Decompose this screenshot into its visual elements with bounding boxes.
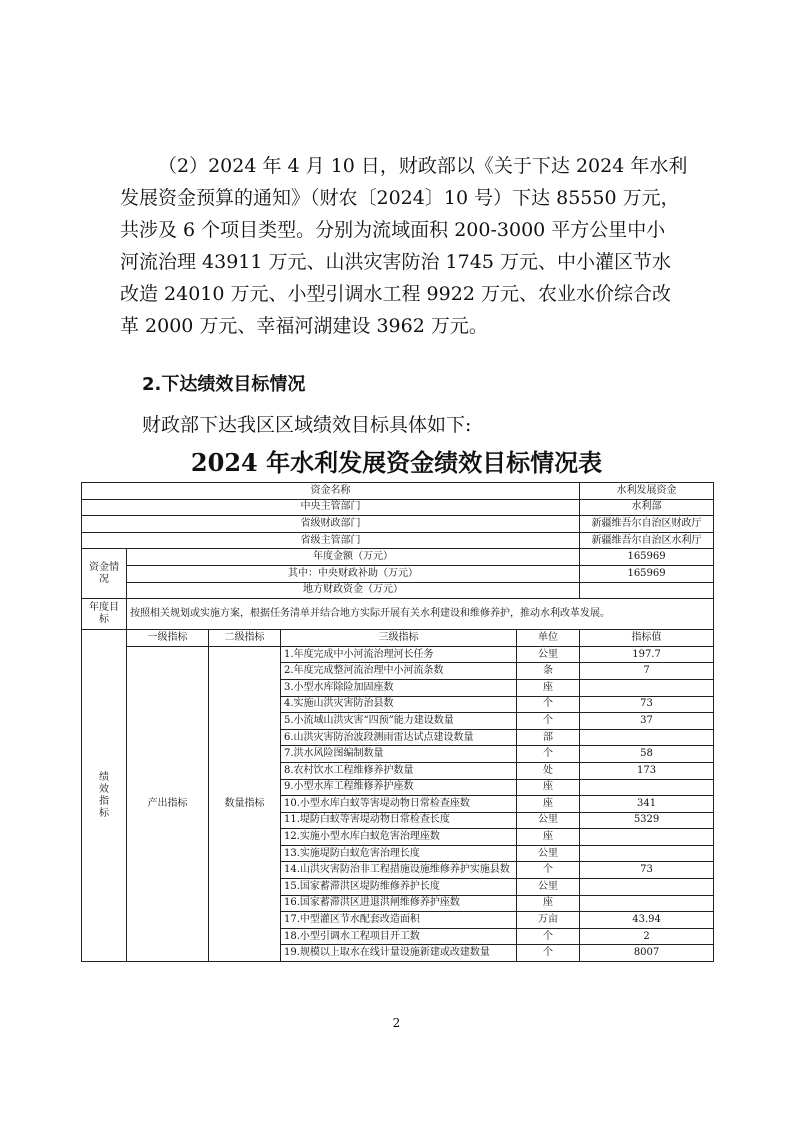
indicator-unit: 座 (517, 895, 580, 912)
indicator-name: 4.实施山洪灾害防治县数 (281, 696, 517, 713)
indicator-value: 37 (580, 713, 714, 730)
paragraph-line: 发展资金预算的通知》（财农〔2024〕10 号）下达 85550 万元， (120, 187, 680, 209)
paragraph-line: 共涉及 6 个项目类型。分别为流域面积 200-3000 平方公里中小 (120, 219, 666, 241)
intro-text: 财政部下达我区区域绩效目标具体如下: (142, 414, 472, 436)
performance-table (81, 482, 714, 962)
level2-indicator: 数量指标 (209, 646, 281, 961)
indicator-value: 73 (580, 862, 714, 879)
central-dept-label: 中央主管部门 (82, 499, 580, 516)
indicator-unit: 个 (517, 945, 580, 962)
annual-goal-label: 年度目标 (82, 599, 127, 630)
annual-goal-text: 按照相关规划或实施方案，根据任务清单并结合地方实际开展有关水利建设和维修养护，推动水利改革发展。 (127, 599, 714, 630)
fund-name-value: 水利发展资金 (580, 483, 714, 500)
indicator-value: 197.7 (580, 646, 714, 663)
indicator-name: 19.规模以上取水在线计量设施新建或改建数量 (281, 945, 517, 962)
column-header: 单位 (517, 630, 580, 647)
table-row (82, 599, 714, 630)
indicator-name: 1.年度完成中小河流治理河长任务 (281, 646, 517, 663)
central-dept-value: 水利部 (580, 499, 714, 516)
indicator-unit: 个 (517, 713, 580, 730)
indicator-unit: 公里 (517, 812, 580, 829)
page-number: 2 (392, 1016, 401, 1030)
indicator-value: 8007 (580, 945, 714, 962)
funds-local-label: 地方财政资金（万元） (127, 582, 580, 599)
funds-central-label: 其中：中央财政补助（万元） (127, 565, 580, 582)
indicator-value (580, 879, 714, 896)
indicator-name: 8.农村饮水工程维修养护数量 (281, 762, 517, 779)
indicator-value (580, 895, 714, 912)
paragraph-line: 河流治理 43911 万元、山洪灾害防治 1745 万元、中小灌区节水 (120, 251, 671, 273)
column-header: 一级指标 (127, 630, 209, 647)
indicator-unit: 万亩 (517, 912, 580, 929)
fund-name-label: 资金名称 (82, 483, 580, 500)
indicator-value: 43.94 (580, 912, 714, 929)
column-header: 指标值 (580, 630, 714, 647)
funds-local-value (580, 582, 714, 599)
indicator-unit: 公里 (517, 845, 580, 862)
indicator-name: 16.国家蓄滞洪区进退洪闸维修养护座数 (281, 895, 517, 912)
provincial-dept-label: 省级主管部门 (82, 532, 580, 549)
indicator-value (580, 779, 714, 796)
table-row (82, 565, 714, 582)
finance-dept-label: 省级财政部门 (82, 516, 580, 533)
indicator-unit: 个 (517, 746, 580, 763)
table-row (82, 499, 714, 516)
funds-annual-label: 年度金额（万元） (127, 549, 580, 566)
section-heading: 2.下达绩效目标情况 (142, 374, 306, 395)
indicator-unit: 个 (517, 862, 580, 879)
indicator-name: 14.山洪灾害防治非工程措施设施维修养护实施县数 (281, 862, 517, 879)
table-row (82, 582, 714, 599)
level1-indicator: 产出指标 (127, 646, 209, 961)
indicator-name: 7.洪水风险图编制数量 (281, 746, 517, 763)
table-title: 2024 年水利发展资金绩效目标情况表 (190, 448, 603, 477)
indicator-unit: 条 (517, 663, 580, 680)
indicator-unit: 座 (517, 796, 580, 813)
finance-dept-value: 新疆维吾尔自治区财政厅 (580, 516, 714, 533)
indicator-value (580, 829, 714, 846)
indicator-name: 13.实施堤防白蚁危害治理长度 (281, 845, 517, 862)
indicator-name: 11.堤防白蚁等害堤动物日常检查长度 (281, 812, 517, 829)
table-row (82, 532, 714, 549)
paragraph-line: 革 2000 万元、幸福河湖建设 3962 万元。 (120, 315, 488, 337)
indicator-name: 10.小型水库白蚁等害堤动物日常检查座数 (281, 796, 517, 813)
indicator-value (580, 679, 714, 696)
indicator-value: 341 (580, 796, 714, 813)
indicator-name: 6.山洪灾害防治波段测雨雷达试点建设数量 (281, 729, 517, 746)
column-header: 三级指标 (281, 630, 517, 647)
indicator-unit: 座 (517, 679, 580, 696)
indicator-name: 18.小型引调水工程项目开工数 (281, 928, 517, 945)
indicator-unit: 个 (517, 696, 580, 713)
indicator-name: 9.小型水库工程维修养护座数 (281, 779, 517, 796)
column-header: 二级指标 (209, 630, 281, 647)
indicator-unit: 座 (517, 779, 580, 796)
indicator-unit: 个 (517, 928, 580, 945)
funds-annual-value: 165969 (580, 549, 714, 566)
indicator-unit: 公里 (517, 646, 580, 663)
indicator-value (580, 729, 714, 746)
indicator-value: 173 (580, 762, 714, 779)
indicator-unit: 处 (517, 762, 580, 779)
body-paragraph (120, 150, 700, 342)
indicator-unit: 部 (517, 729, 580, 746)
indicator-name: 12.实施小型水库白蚁危害治理座数 (281, 829, 517, 846)
indicators-group-label (82, 630, 127, 962)
funds-central-value: 165969 (580, 565, 714, 582)
table-row (82, 483, 714, 500)
indicator-unit: 公里 (517, 879, 580, 896)
indicator-value: 73 (580, 696, 714, 713)
indicator-value: 7 (580, 663, 714, 680)
table-row (82, 516, 714, 533)
indicator-value: 58 (580, 746, 714, 763)
indicator-name: 3.小型水库除险加固座数 (281, 679, 517, 696)
indicator-name: 15.国家蓄滞洪区堤防维修养护长度 (281, 879, 517, 896)
indicator-name: 17.中型灌区节水配套改造面积 (281, 912, 517, 929)
indicator-name: 2.年度完成整河流治理中小河流条数 (281, 663, 517, 680)
indicator-value: 2 (580, 928, 714, 945)
table-row (82, 630, 714, 647)
indicator-name: 5.小流域山洪灾害“四预”能力建设数量 (281, 713, 517, 730)
table-row (82, 646, 714, 663)
funds-group-label: 资金情况 (82, 549, 127, 599)
paragraph-line: 改造 24010 万元、小型引调水工程 9922 万元、农业水价综合改 (120, 283, 671, 305)
table-row (82, 549, 714, 566)
provincial-dept-value: 新疆维吾尔自治区水利厅 (580, 532, 714, 549)
paragraph-line: （2）2024 年 4 月 10 日，财政部以《关于下达 2024 年水利 (158, 155, 688, 177)
indicator-value (580, 845, 714, 862)
indicators-group-text: 绩效指标 (99, 771, 109, 819)
indicator-unit: 座 (517, 829, 580, 846)
indicator-value: 5329 (580, 812, 714, 829)
